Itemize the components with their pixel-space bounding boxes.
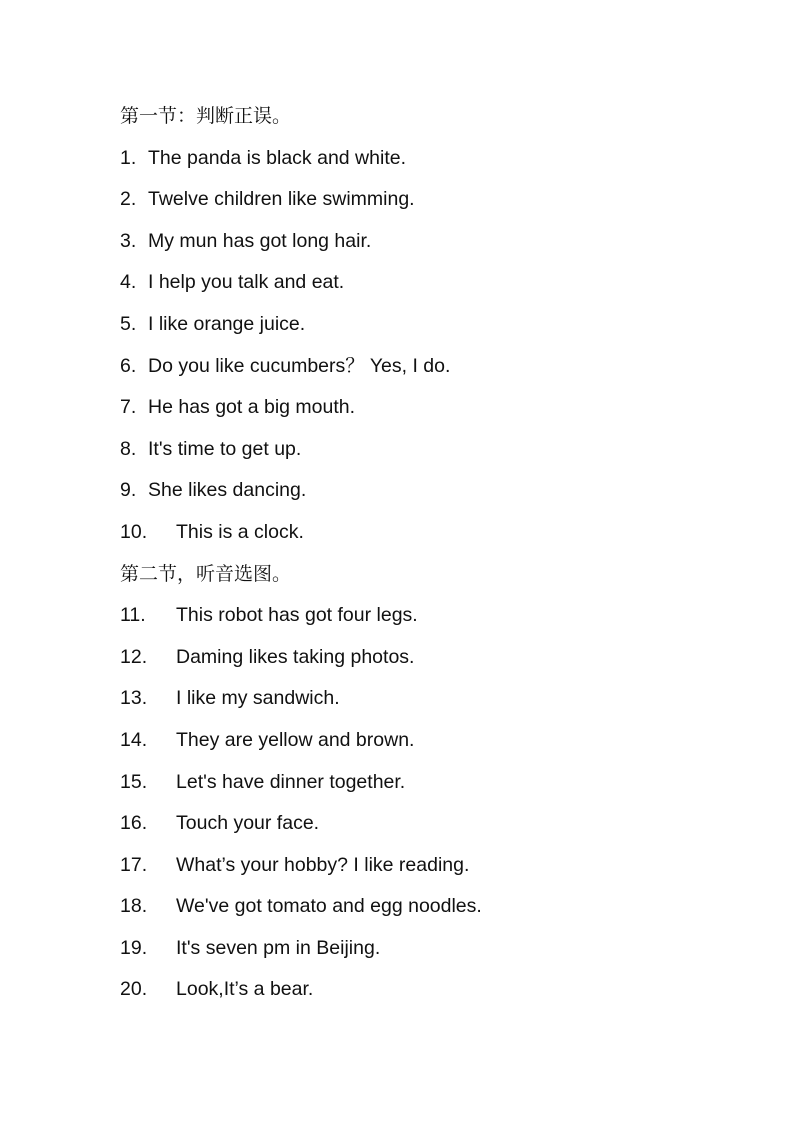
list-item xyxy=(120,845,720,887)
item-number: 9. xyxy=(120,479,137,502)
list-item xyxy=(120,762,720,804)
item-text: Touch your face. xyxy=(176,812,320,835)
item-number: 12. xyxy=(120,645,148,668)
item-number: 16. xyxy=(120,812,148,835)
list-item xyxy=(120,512,720,554)
list-item xyxy=(120,969,720,1011)
item-text: She likes dancing. xyxy=(148,479,307,502)
list-item xyxy=(120,387,720,429)
item-number: 3. xyxy=(120,229,137,252)
item-text: Do you like cucumbers？ Yes, I do. xyxy=(148,354,451,377)
item-number: 4. xyxy=(120,271,137,294)
item-text: Look,It’s a bear. xyxy=(176,978,314,1001)
item-text: Daming likes taking photos. xyxy=(176,645,415,668)
item-number: 10. xyxy=(120,520,148,543)
item-text: The panda is black and white. xyxy=(148,146,406,169)
item-text: This robot has got four legs. xyxy=(176,604,418,627)
list-item xyxy=(120,678,720,720)
item-number: 19. xyxy=(120,936,148,959)
item-text: This is a clock. xyxy=(176,520,304,543)
list-item xyxy=(120,304,720,346)
list-item xyxy=(120,346,720,388)
item-number: 1. xyxy=(120,146,137,169)
item-text: Twelve children like swimming. xyxy=(148,188,415,211)
item-number: 7. xyxy=(120,396,137,419)
item-text: They are yellow and brown. xyxy=(176,728,415,751)
item-text: I like my sandwich. xyxy=(176,687,340,710)
item-number: 5. xyxy=(120,312,137,335)
item-text: It's time to get up. xyxy=(148,437,302,460)
item-text: He has got a big mouth. xyxy=(148,396,356,419)
list-item xyxy=(120,138,720,180)
item-number: 2. xyxy=(120,188,137,211)
section-2-heading: 第二节，听音选图。 xyxy=(120,562,292,585)
item-text: My mun has got long hair. xyxy=(148,229,372,252)
item-text: I help you talk and eat. xyxy=(148,271,345,294)
list-item xyxy=(120,595,720,637)
list-item xyxy=(120,928,720,970)
list-item xyxy=(120,720,720,762)
item-number: 6. xyxy=(120,354,137,377)
item-text: It's seven pm in Beijing. xyxy=(176,936,381,959)
item-number: 17. xyxy=(120,853,148,876)
list-item xyxy=(120,429,720,471)
item-number: 11. xyxy=(120,604,146,627)
list-item xyxy=(120,637,720,679)
item-number: 13. xyxy=(120,687,148,710)
list-item xyxy=(120,803,720,845)
section-1-heading: 第一节：判断正误。 xyxy=(120,105,292,127)
item-number: 18. xyxy=(120,895,148,918)
document-content xyxy=(120,96,720,1011)
list-item xyxy=(120,886,720,928)
item-number: 20. xyxy=(120,978,148,1001)
item-number: 8. xyxy=(120,437,137,460)
list-item xyxy=(120,470,720,512)
item-text: We've got tomato and egg noodles. xyxy=(176,895,482,918)
list-item xyxy=(120,179,720,221)
list-item xyxy=(120,262,720,304)
item-number: 14. xyxy=(120,728,148,751)
list-item xyxy=(120,221,720,263)
item-text: What’s your hobby? I like reading. xyxy=(176,853,470,876)
item-number: 15. xyxy=(120,770,148,793)
item-text: I like orange juice. xyxy=(148,312,306,335)
item-text: Let's have dinner together. xyxy=(176,770,406,793)
